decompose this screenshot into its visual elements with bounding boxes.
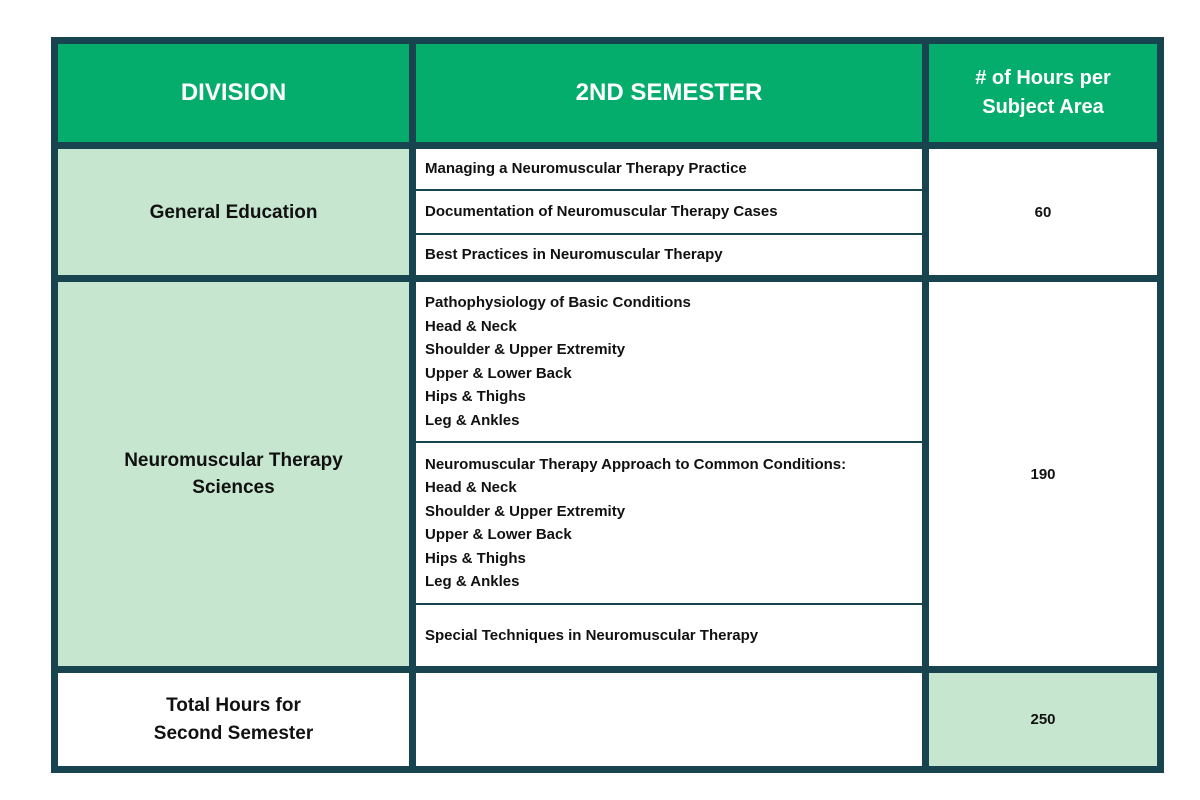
subject-nmt-approach <box>416 443 922 603</box>
subject-item: Leg & Ankles <box>425 411 520 429</box>
header-hours-line2: Subject Area <box>982 96 1104 118</box>
total-hours-value: 250 <box>1030 711 1056 728</box>
subject-label: Special Techniques in Neuromuscular Therapy <box>425 626 759 644</box>
subject-best-practices <box>416 235 922 275</box>
subject-label: Documentation of Neuromuscular Therapy Cases <box>425 203 778 221</box>
header-hours <box>929 44 1157 142</box>
subject-item: Head & Neck <box>425 479 517 496</box>
header-semester <box>416 44 922 142</box>
header-hours-line1: # of Hours per <box>975 67 1111 89</box>
subject-item: Upper & Lower Back <box>425 526 572 543</box>
total-label-line1: Total Hours for <box>166 694 301 716</box>
hours-general-education <box>929 149 1157 275</box>
header-division <box>58 44 409 142</box>
header-semester-label: 2ND SEMESTER <box>575 79 763 106</box>
subject-managing-practice <box>416 149 922 189</box>
subject-item: Head & Neck <box>425 317 517 335</box>
total-label-line2: Second Semester <box>153 722 314 744</box>
subject-item: Upper & Lower Back <box>425 364 572 382</box>
subject-label: Managing a Neuromuscular Therapy Practice <box>425 160 747 178</box>
total-empty-cell <box>416 673 922 766</box>
hours-nmt-sciences <box>929 282 1157 666</box>
subject-label: Best Practices in Neuromuscular Therapy <box>425 246 723 264</box>
division-nmt-line2: Sciences <box>192 477 275 498</box>
subject-item: Shoulder & Upper Extremity <box>425 341 626 358</box>
total-hours <box>929 673 1157 766</box>
header-division-label: DIVISION <box>180 79 287 106</box>
subject-documentation <box>416 191 922 233</box>
hours-value: 60 <box>1034 203 1052 221</box>
subject-pathophysiology <box>416 282 922 441</box>
subject-item: Shoulder & Upper Extremity <box>425 502 626 520</box>
division-general-education <box>58 149 409 275</box>
subject-item: Hips & Thighs <box>425 549 526 567</box>
total-label <box>58 673 409 766</box>
subject-item: Hips & Thighs <box>425 388 526 405</box>
hours-value: 190 <box>1030 465 1056 483</box>
division-nmt-line1: Neuromuscular Therapy <box>124 450 343 471</box>
subject-title: Neuromuscular Therapy Approach to Common Conditions: <box>425 455 847 473</box>
subject-title: Pathophysiology of Basic Conditions <box>425 294 691 311</box>
subject-item: Leg & Ankles <box>425 573 520 590</box>
division-nmt-sciences <box>58 282 409 666</box>
subject-special-techniques <box>416 605 922 666</box>
division-general-education-label: General Education <box>149 201 318 223</box>
